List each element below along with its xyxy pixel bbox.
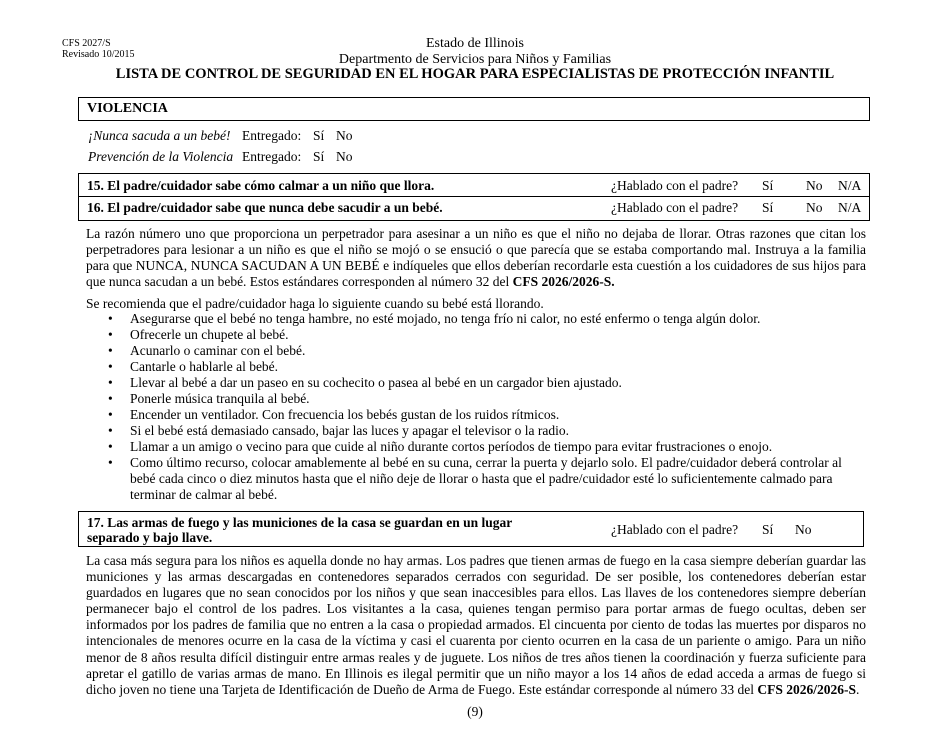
- crying-baby-paragraph: [86, 226, 866, 290]
- revision-date: Revisado 10/2015: [62, 49, 135, 60]
- question-15-no-option[interactable]: No: [806, 178, 823, 193]
- question-15-na-option[interactable]: N/A: [838, 178, 862, 193]
- delivery-row-violence-prevention: [88, 149, 353, 165]
- question-15-yes-option[interactable]: Sí: [762, 178, 774, 193]
- paragraph-text: La casa más segura para los niños es aquella donde no hay armas. Los padres que tienen armas de fuego en la casa siempre deberían guardar las municiones y las armas descargadas en contenedores separados cerrados con seguridad. De ser posible, los contenedores deberían estar guardados en lugares que no sean conocidos por los niños y que sean inaccesibles para ellos. Las llaves de los contenedores siempre deberían permanecer bajo el control de los padres. Los visitantes a la casa, quienes tengan permiso para portar armas de fuego ocultas, deben ser informados por los padres de familia que no entren a la casa o propiedad armados. El cincuenta por ciento de todas las muertes por disparos no intencionales de menores ocurre en la casa de la víctima y casi el cuarenta por ciento ocurren en la casa de un pariente o amigo. Para un niño menor de 8 años resulta difícil distinguir entre armas reales y de juguete. Los niños de tres años tienen la coordinación y fuerza suficiente para apretar el gatillo de varias armas de mano. En Illinois es ilegal permitir que un niño mayor a los 14 años de edad acceda a armas de fuego si dicho joven no tiene una Tarjeta de Identificación de Dueño de Arma de Fuego. Este estándar corresponde al número 33 del: [86, 553, 866, 697]
- question-15-text: 15. El padre/cuidador sabe cómo calmar a un niño que llora.: [87, 178, 435, 193]
- delivery-no-option[interactable]: No: [336, 128, 353, 143]
- form-code: CFS 2027/S: [62, 38, 111, 49]
- delivery-row-shaken-baby: [88, 128, 353, 144]
- question-16-no-option[interactable]: No: [806, 200, 823, 215]
- question-16-yes-option[interactable]: Sí: [762, 200, 774, 215]
- question-16-row: [78, 196, 870, 221]
- list-item: • Ofrecerle un chupete al bebé.: [86, 327, 866, 343]
- question-16-text: 16. El padre/cuidador sabe que nunca debe sacudir a un bebé.: [87, 200, 443, 215]
- standard-reference: CFS 2026/2026-S: [757, 681, 856, 697]
- delivery-yes-option[interactable]: Sí: [313, 128, 325, 143]
- delivery-label: Entregado:: [242, 128, 302, 143]
- delivery-label: Entregado:: [242, 149, 302, 164]
- delivery-item-name: ¡Nunca sacuda a un bebé!: [88, 128, 231, 143]
- list-item: • Llamar a un amigo o vecino para que cuide al niño durante cortos períodos de tiempo para evitar frustraciones o enojo.: [86, 439, 866, 455]
- question-17-text: 17. Las armas de fuego y las municiones de la casa se guardan en un lugar separado y bajo llave.: [87, 515, 513, 545]
- delivery-yes-option[interactable]: Sí: [313, 149, 325, 164]
- list-item: • Asegurarse que el bebé no tenga hambre, no esté mojado, no tenga frío ni calor, no esté enfermo o tenga algún dolor.: [86, 311, 866, 327]
- list-item: • Si el bebé está demasiado cansado, bajar las luces y apagar el televisor o la radio.: [86, 423, 866, 439]
- document-title: LISTA DE CONTROL DE SEGURIDAD EN EL HOGAR PARA ESPECIALISTAS DE PROTECCIÓN INFANTIL: [115, 66, 835, 82]
- section-header-box: [78, 97, 870, 121]
- list-item: • Llevar al bebé a dar un paseo en su cochecito o pasea al bebé en un cargador bien ajustado.: [86, 375, 866, 391]
- list-item: • Cantarle o hablarle al bebé.: [86, 359, 866, 375]
- question-17-no-option[interactable]: No: [795, 522, 812, 537]
- talked-with-parent-label: ¿Hablado con el padre?: [611, 522, 739, 537]
- talked-with-parent-label: ¿Hablado con el padre?: [611, 200, 739, 215]
- firearms-paragraph: [86, 553, 866, 698]
- state-name: Estado de Illinois: [426, 36, 524, 51]
- delivery-item-name: Prevención de la Violencia: [88, 149, 234, 164]
- list-item: • Ponerle música tranquila al bebé.: [86, 391, 866, 407]
- page-number: (9): [467, 704, 483, 719]
- standard-reference: CFS 2026/2026-S.: [512, 274, 615, 289]
- paragraph-end: .: [855, 681, 860, 697]
- tips-intro: Se recomienda que el padre/cuidador haga lo siguiente cuando su bebé está llorando.: [86, 296, 544, 311]
- question-17-row: [78, 511, 864, 547]
- list-item: • Encender un ventilador. Con frecuencia los bebés gustan de los ruidos rítmicos.: [86, 407, 866, 423]
- talked-with-parent-label: ¿Hablado con el padre?: [611, 178, 739, 193]
- paragraph-text: La razón número uno que proporciona un perpetrador para asesinar a un niño es que el niño no dejaba de llorar. Otras razones que citan los perpetradores para lesionar a un niño es que el niño se mojó o se ensució o que parecía que se estaba comportando mal. Instruya a la familia para que NUNCA, NUNCA SACUDAN A UN BEBÉ e indíqueles que ellos deberían recordarle esta cuestión a los cuidadores de sus hijos para que nunca sacudan a un bebé. Estos estándares corresponden al número 32 del: [86, 226, 866, 289]
- question-17-yes-option[interactable]: Sí: [762, 522, 774, 537]
- question-16-na-option[interactable]: N/A: [838, 200, 862, 215]
- list-item: • Acunarlo o caminar con el bebé.: [86, 343, 866, 359]
- department-name: Departmento de Servicios para Niños y Familias: [338, 52, 612, 67]
- section-title: VIOLENCIA: [87, 101, 168, 116]
- delivery-no-option[interactable]: No: [336, 149, 353, 164]
- question-15-row: [78, 173, 870, 197]
- list-item: • Como último recurso, colocar amablemente al bebé en su cuna, cerrar la puerta y dejarlo solo. El padre/cuidador deberá controlar al bebé cada cinco o diez minutos hasta que el niño deje de llorar o hasta que el padre/cuidador esté lo suficientemente calmado para terminar de calmar al bebé.: [86, 455, 866, 503]
- calming-tips-list: [86, 311, 866, 503]
